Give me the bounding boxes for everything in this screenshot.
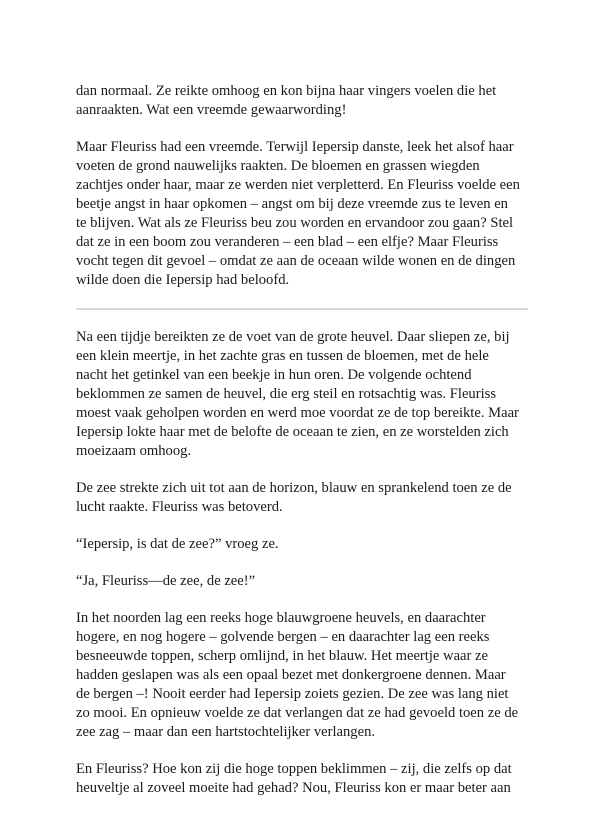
paragraph-3: Na een tijdje bereikten ze de voet van de grote heuvel. Daar sliepen ze, bij een klein meertje, in het zachte gras en tussen de bloemen, met de hele nacht het getinkel van een beekje in hun oren. De volgende ochtend beklommen ze samen de heuvel, die erg steil en rotsachtig was. Fleuriss moest vaak geholpen worden en werd moe voordat ze de top bereikte. Maar Iepersip lokte haar met de belofte de oceaan te zien, en ze worstelden zich moeizaam omhoog. — [76, 329, 519, 459]
paragraph-7: In het noorden lag een reeks hoge blauwgroene heuvels, en daarachter hogere, en nog hogere – golvende bergen – en daarachter lag een reeks besneeuwde toppen, scherp omlijnd, in het blauw. Het meertje waar ze hadden geslapen was als een opaal bezet met donkergroene dennen. Maar de bergen –! Nooit eerder had Iepersip zoiets gezien. De zee was lang niet zo mooi. En opnieuw voelde ze dat verlangen dat ze had gevoeld toen ze de zee zag – maar dan een hartstochtelijker verlangen. — [76, 610, 519, 740]
paragraph-5: “Iepersip, is dat de zee?” vroeg ze. — [76, 536, 279, 552]
section-divider — [76, 308, 528, 310]
document-page — [76, 82, 528, 816]
paragraph-2: Maar Fleuriss had een vreemde. Terwijl Iepersip danste, leek het alsof haar voeten de grond nauwelijks raakten. De bloemen en grassen wiegden zachtjes onder haar, maar ze werden niet verpletterd. En Fleuriss voelde een beetje angst in haar opkomen – angst om bij deze vreemde zus te leven en te blijven. Wat als ze Fleuriss beu zou worden en ervandoor zou gaan? Stel dat ze in een boom zou veranderen – een blad – een elfje? Maar Fleuriss vocht tegen dit gevoel – omdat ze aan de oceaan wilde wonen en de dingen wilde doen die Iepersip had beloofd. — [76, 139, 520, 288]
paragraph-6: “Ja, Fleuriss—de zee, de zee!” — [76, 573, 256, 589]
paragraph-1: dan normaal. Ze reikte omhoog en kon bijna haar vingers voelen die het aanraakten. Wat een vreemde gewaarwording! — [76, 83, 497, 118]
paragraph-8: En Fleuriss? Hoe kon zij die hoge toppen beklimmen – zij, die zelfs op dat heuveltje al zoveel moeite had gehad? Nou, Fleuriss kon er maar beter aan — [76, 761, 512, 796]
paragraph-4: De zee strekte zich uit tot aan de horizon, blauw en sprankelend toen ze de lucht raakte. Fleuriss was betoverd. — [76, 480, 512, 515]
